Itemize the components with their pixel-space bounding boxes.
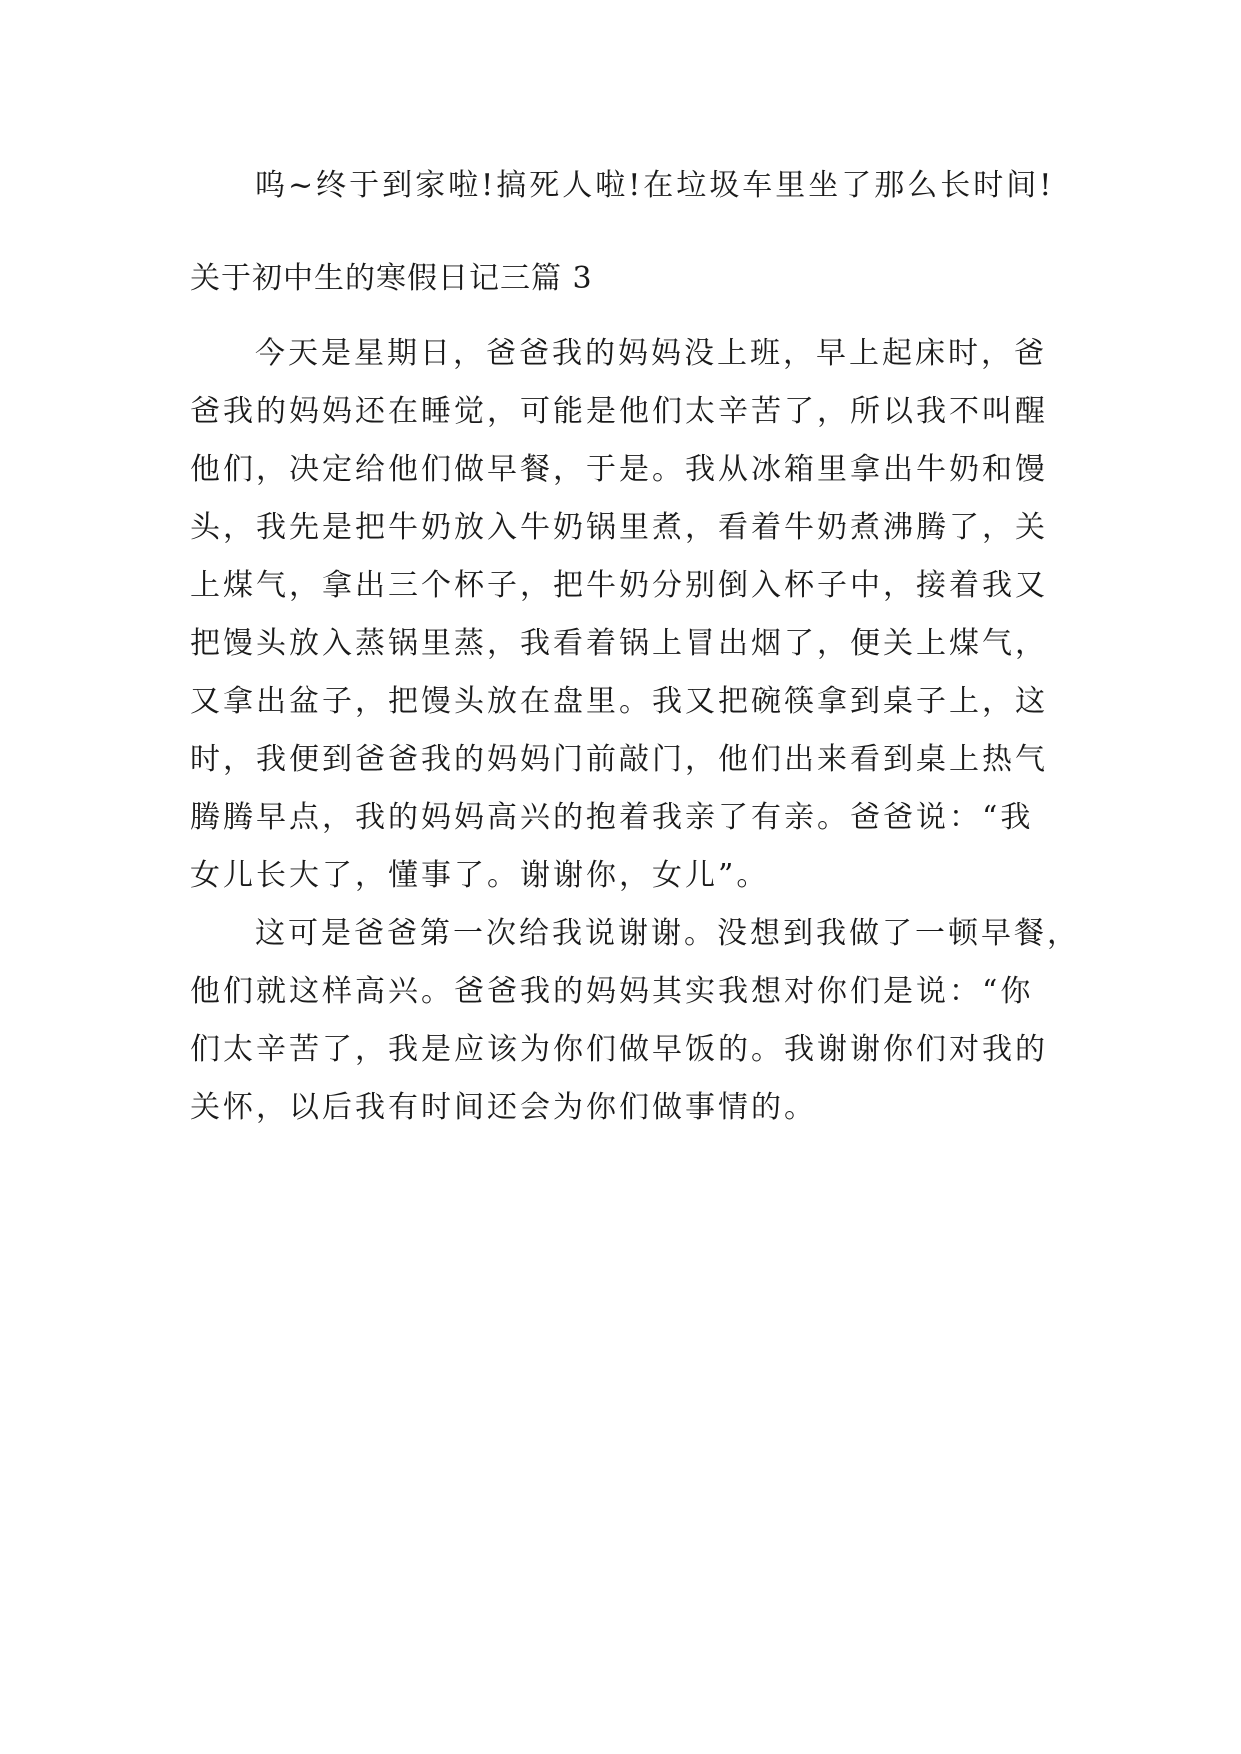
paragraph-line: 上煤气，拿出三个杯子，把牛奶分别倒入杯子中，接着我又 xyxy=(190,568,1048,603)
paragraph-line: 又拿出盆子，把馒头放在盘里。我又把碗筷拿到桌子上，这 xyxy=(190,684,1048,719)
paragraph-2 xyxy=(190,905,1080,1137)
paragraph-line: 今天是星期日，爸爸我的妈妈没上班，早上起床时，爸 xyxy=(255,336,1047,371)
paragraph-line: 爸我的妈妈还在睡觉，可能是他们太辛苦了，所以我不叫醒 xyxy=(190,394,1048,429)
paragraph-line: 把馒头放入蒸锅里蒸，我看着锅上冒出烟了，便关上煤气， xyxy=(190,626,1048,661)
paragraph-line: 腾腾早点，我的妈妈高兴的抱着我亲了有亲。爸爸说：“我 xyxy=(190,800,1034,835)
paragraph-line: 关怀，以后我有时间还会为你们做事情的。 xyxy=(190,1090,817,1125)
intro-paragraph xyxy=(190,157,1070,215)
paragraph-line: 这可是爸爸第一次给我说谢谢。没想到我做了一顿早餐， xyxy=(255,916,1080,951)
paragraph-line: 们太辛苦了，我是应该为你们做早饭的。我谢谢你们对我的 xyxy=(190,1032,1048,1067)
paragraph-line: 他们就这样高兴。爸爸我的妈妈其实我想对你们是说：“你 xyxy=(190,974,1034,1009)
paragraph-1 xyxy=(190,325,1070,905)
diary-body xyxy=(190,325,1080,1137)
section-heading: 关于初中生的寒假日记三篇 3 xyxy=(190,261,593,296)
paragraph-line: 女儿长大了，懂事了。谢谢你，女儿”。 xyxy=(190,858,770,893)
paragraph-line: 时，我便到爸爸我的妈妈门前敲门，他们出来看到桌上热气 xyxy=(190,742,1048,777)
paragraph-line: 头，我先是把牛奶放入牛奶锅里煮，看着牛奶煮沸腾了，关 xyxy=(190,510,1048,545)
intro-line: 呜~终于到家啦!搞死人啦!在垃圾车里坐了那么长时间! xyxy=(255,168,1055,203)
paragraph-line: 他们，决定给他们做早餐，于是。我从冰箱里拿出牛奶和馒 xyxy=(190,452,1048,487)
